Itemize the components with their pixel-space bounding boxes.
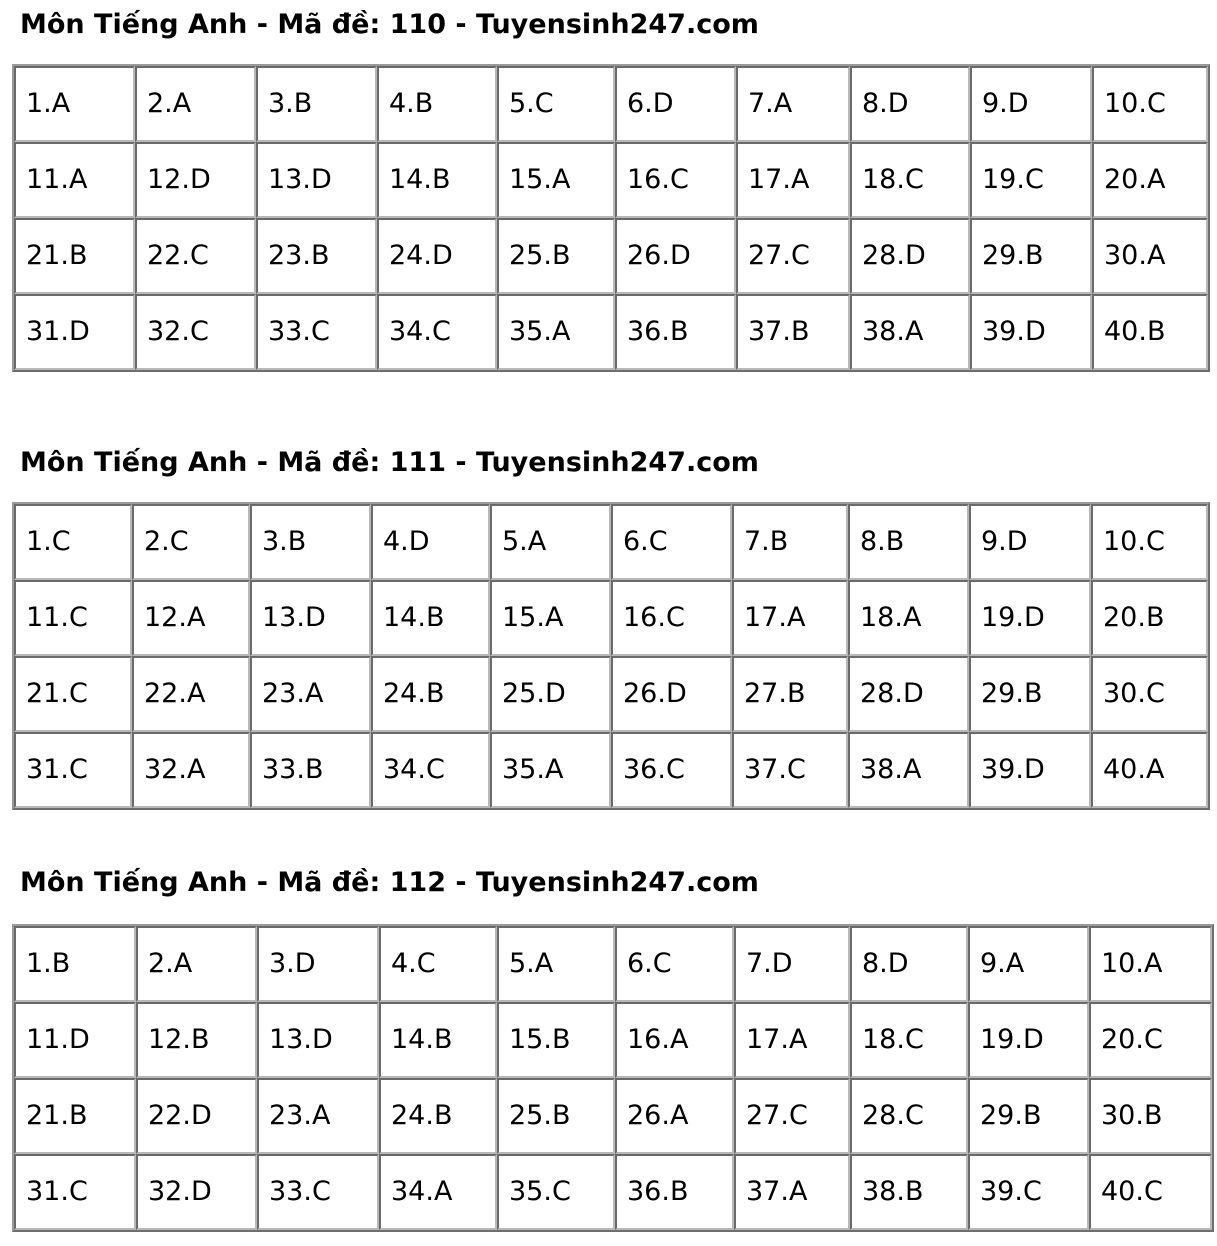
answer-cell: 35.A <box>490 732 611 808</box>
answer-cell: 28.C <box>850 1078 968 1154</box>
answer-cell: 18.A <box>848 580 969 656</box>
answer-cell: 26.A <box>615 1078 734 1154</box>
answer-cell: 8.B <box>848 504 969 580</box>
answer-cell: 7.A <box>736 66 850 142</box>
table-row <box>14 1078 1212 1154</box>
answer-cell: 2.C <box>132 504 250 580</box>
answer-cell: 29.B <box>968 1078 1089 1154</box>
answer-cell: 18.C <box>850 142 970 218</box>
answer-cell: 1.C <box>14 504 132 580</box>
section-title: Môn Tiếng Anh - Mã đề: 111 - Tuyensinh247.com <box>20 447 759 478</box>
answer-cell: 15.B <box>497 1002 615 1078</box>
answer-table <box>12 64 1210 372</box>
answer-cell: 5.A <box>490 504 611 580</box>
table-row <box>14 66 1208 142</box>
table-row <box>14 218 1208 294</box>
answer-cell: 21.B <box>14 1078 136 1154</box>
answer-cell: 23.A <box>257 1078 379 1154</box>
answer-cell: 31.C <box>14 732 132 808</box>
answer-cell: 6.D <box>615 66 736 142</box>
answer-cell: 30.B <box>1089 1078 1212 1154</box>
answer-cell: 3.B <box>256 66 377 142</box>
answer-cell: 28.D <box>848 656 969 732</box>
answer-cell: 10.A <box>1089 926 1212 1002</box>
answer-cell: 26.D <box>611 656 732 732</box>
answer-cell: 37.B <box>736 294 850 370</box>
answer-cell: 13.D <box>257 1002 379 1078</box>
answer-cell: 39.D <box>970 294 1092 370</box>
answer-cell: 18.C <box>850 1002 968 1078</box>
answer-cell: 30.A <box>1092 218 1208 294</box>
answer-cell: 38.A <box>850 294 970 370</box>
answer-cell: 27.C <box>734 1078 850 1154</box>
answer-cell: 1.A <box>14 66 135 142</box>
answer-cell: 37.C <box>732 732 848 808</box>
answer-cell: 40.A <box>1091 732 1208 808</box>
answer-cell: 25.B <box>497 218 615 294</box>
answer-cell: 3.D <box>257 926 379 1002</box>
section-title: Môn Tiếng Anh - Mã đề: 110 - Tuyensinh247.com <box>20 9 759 40</box>
table-row <box>14 1002 1212 1078</box>
answer-cell: 33.C <box>256 294 377 370</box>
answer-cell: 16.C <box>615 142 736 218</box>
answer-cell: 16.C <box>611 580 732 656</box>
answer-cell: 17.A <box>732 580 848 656</box>
answer-cell: 14.B <box>379 1002 497 1078</box>
answer-cell: 5.C <box>497 66 615 142</box>
answer-cell: 19.D <box>968 1002 1089 1078</box>
answer-cell: 13.D <box>256 142 377 218</box>
answer-table <box>12 502 1210 810</box>
answer-cell: 29.B <box>970 218 1092 294</box>
answer-cell: 21.B <box>14 218 135 294</box>
answer-cell: 38.A <box>848 732 969 808</box>
answer-cell: 12.D <box>135 142 256 218</box>
answer-cell: 33.C <box>257 1154 379 1230</box>
answer-cell: 13.D <box>250 580 371 656</box>
answer-cell: 14.B <box>371 580 490 656</box>
answer-cell: 3.B <box>250 504 371 580</box>
table-row <box>14 926 1212 1002</box>
answer-cell: 20.B <box>1091 580 1208 656</box>
answer-cell: 27.B <box>732 656 848 732</box>
answer-cell: 5.A <box>497 926 615 1002</box>
answer-cell: 7.D <box>734 926 850 1002</box>
answer-cell: 26.D <box>615 218 736 294</box>
answer-cell: 22.D <box>136 1078 257 1154</box>
table-row <box>14 294 1208 370</box>
answer-cell: 25.B <box>497 1078 615 1154</box>
answer-cell: 9.D <box>969 504 1091 580</box>
answer-cell: 33.B <box>250 732 371 808</box>
table-row <box>14 656 1208 732</box>
answer-cell: 15.A <box>490 580 611 656</box>
answer-cell: 28.D <box>850 218 970 294</box>
answer-cell: 36.C <box>611 732 732 808</box>
answer-cell: 8.D <box>850 926 968 1002</box>
answer-cell: 32.C <box>135 294 256 370</box>
answer-cell: 15.A <box>497 142 615 218</box>
answer-cell: 31.C <box>14 1154 136 1230</box>
answer-cell: 10.C <box>1091 504 1208 580</box>
answer-cell: 24.B <box>379 1078 497 1154</box>
answer-table <box>12 924 1214 1232</box>
answer-cell: 4.D <box>371 504 490 580</box>
answer-cell: 40.C <box>1089 1154 1212 1230</box>
answer-cell: 31.D <box>14 294 135 370</box>
answer-cell: 29.B <box>969 656 1091 732</box>
answer-cell: 10.C <box>1092 66 1208 142</box>
answer-cell: 36.B <box>615 294 736 370</box>
answer-cell: 20.A <box>1092 142 1208 218</box>
answer-cell: 22.A <box>132 656 250 732</box>
answer-cell: 9.D <box>970 66 1092 142</box>
answer-cell: 6.C <box>615 926 734 1002</box>
answer-cell: 12.A <box>132 580 250 656</box>
answer-cell: 24.B <box>371 656 490 732</box>
answer-cell: 7.B <box>732 504 848 580</box>
table-row <box>14 732 1208 808</box>
answer-cell: 17.A <box>734 1002 850 1078</box>
answer-cell: 2.A <box>135 66 256 142</box>
answer-cell: 25.D <box>490 656 611 732</box>
answer-cell: 32.A <box>132 732 250 808</box>
table-row <box>14 580 1208 656</box>
answer-cell: 9.A <box>968 926 1089 1002</box>
answer-cell: 4.C <box>379 926 497 1002</box>
answer-cell: 19.C <box>970 142 1092 218</box>
answer-cell: 23.B <box>256 218 377 294</box>
answer-cell: 40.B <box>1092 294 1208 370</box>
answer-cell: 39.D <box>969 732 1091 808</box>
answer-cell: 35.A <box>497 294 615 370</box>
section-title: Môn Tiếng Anh - Mã đề: 112 - Tuyensinh247.com <box>20 867 759 898</box>
answer-cell: 30.C <box>1091 656 1208 732</box>
table-row <box>14 1154 1212 1230</box>
answer-cell: 17.A <box>736 142 850 218</box>
answer-cell: 8.D <box>850 66 970 142</box>
answer-cell: 2.A <box>136 926 257 1002</box>
answer-cell: 19.D <box>969 580 1091 656</box>
answer-cell: 11.C <box>14 580 132 656</box>
answer-cell: 1.B <box>14 926 136 1002</box>
answer-cell: 39.C <box>968 1154 1089 1230</box>
answer-cell: 14.B <box>377 142 497 218</box>
answer-cell: 38.B <box>850 1154 968 1230</box>
answer-cell: 24.D <box>377 218 497 294</box>
answer-cell: 23.A <box>250 656 371 732</box>
answer-cell: 4.B <box>377 66 497 142</box>
answer-cell: 36.B <box>615 1154 734 1230</box>
answer-cell: 16.A <box>615 1002 734 1078</box>
table-row <box>14 504 1208 580</box>
answer-cell: 32.D <box>136 1154 257 1230</box>
answer-cell: 6.C <box>611 504 732 580</box>
answer-cell: 34.A <box>379 1154 497 1230</box>
answer-cell: 34.C <box>377 294 497 370</box>
answer-cell: 34.C <box>371 732 490 808</box>
answer-cell: 22.C <box>135 218 256 294</box>
answer-cell: 12.B <box>136 1002 257 1078</box>
table-row <box>14 142 1208 218</box>
answer-cell: 11.D <box>14 1002 136 1078</box>
answer-cell: 21.C <box>14 656 132 732</box>
answer-cell: 11.A <box>14 142 135 218</box>
answer-cell: 35.C <box>497 1154 615 1230</box>
answer-cell: 20.C <box>1089 1002 1212 1078</box>
answer-cell: 37.A <box>734 1154 850 1230</box>
answer-cell: 27.C <box>736 218 850 294</box>
